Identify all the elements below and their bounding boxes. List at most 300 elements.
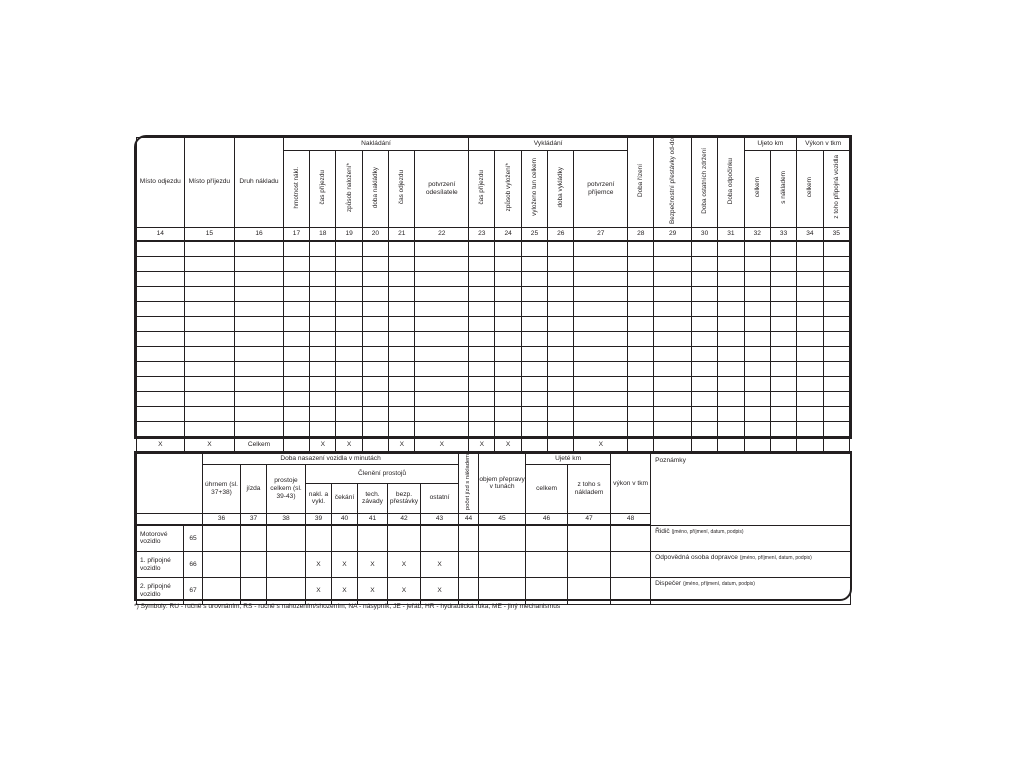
entry-cell[interactable] (362, 271, 388, 286)
entry-cell[interactable] (283, 361, 309, 376)
entry-cell[interactable] (415, 301, 469, 316)
entry-cell[interactable] (548, 241, 574, 257)
entry-cell[interactable] (574, 271, 628, 286)
entry-cell[interactable] (823, 376, 849, 391)
entry-cell[interactable] (823, 391, 849, 406)
entry-cell[interactable] (389, 256, 415, 271)
entry-cell[interactable] (654, 331, 691, 346)
entry-cell[interactable] (235, 256, 284, 271)
entry-cell[interactable] (823, 346, 849, 361)
entry-cell[interactable] (718, 286, 744, 301)
entry-cell[interactable] (521, 331, 547, 346)
entry-cell[interactable] (241, 578, 267, 604)
entry-cell[interactable] (137, 271, 185, 286)
entry-cell[interactable] (654, 346, 691, 361)
entry-cell[interactable] (574, 376, 628, 391)
entry-cell[interactable] (469, 421, 495, 437)
signature-field[interactable] (651, 552, 851, 578)
entry-cell[interactable] (389, 391, 415, 406)
entry-cell[interactable] (235, 271, 284, 286)
entry-cell[interactable] (203, 578, 241, 604)
entry-cell[interactable] (137, 256, 185, 271)
entry-cell[interactable] (568, 552, 611, 578)
entry-cell[interactable] (283, 406, 309, 421)
entry-cell[interactable] (770, 331, 796, 346)
entry-cell[interactable] (691, 331, 717, 346)
entry-cell[interactable] (283, 256, 309, 271)
entry-cell[interactable] (797, 271, 823, 286)
entry-cell[interactable] (744, 391, 770, 406)
entry-cell[interactable] (744, 421, 770, 437)
entry-cell[interactable] (469, 406, 495, 421)
entry-cell[interactable] (574, 331, 628, 346)
entry-cell[interactable] (310, 376, 336, 391)
entry-cell[interactable] (459, 552, 479, 578)
entry-cell[interactable] (389, 346, 415, 361)
entry-cell[interactable] (770, 241, 796, 257)
entry-cell[interactable] (548, 346, 574, 361)
entry-cell[interactable] (235, 286, 284, 301)
entry-cell[interactable] (797, 361, 823, 376)
entry-cell[interactable] (184, 406, 235, 421)
entry-cell[interactable] (770, 346, 796, 361)
entry-cell[interactable] (267, 552, 306, 578)
entry-cell[interactable] (389, 376, 415, 391)
entry-cell[interactable] (628, 376, 654, 391)
entry-cell[interactable] (137, 361, 185, 376)
entry-cell[interactable] (336, 391, 362, 406)
entry-cell[interactable] (389, 301, 415, 316)
entry-cell[interactable] (267, 578, 306, 604)
entry-cell[interactable] (267, 525, 306, 551)
entry-cell[interactable] (823, 406, 849, 421)
entry-cell[interactable] (336, 346, 362, 361)
entry-cell[interactable] (469, 301, 495, 316)
entry-cell[interactable] (241, 552, 267, 578)
entry-cell[interactable] (691, 421, 717, 437)
entry-cell[interactable] (823, 331, 849, 346)
entry-cell[interactable] (310, 406, 336, 421)
entry-cell[interactable] (548, 421, 574, 437)
entry-cell[interactable] (310, 346, 336, 361)
entry-cell[interactable] (310, 391, 336, 406)
entry-cell[interactable] (415, 391, 469, 406)
entry-cell[interactable] (574, 316, 628, 331)
entry-cell[interactable] (203, 525, 241, 551)
entry-cell[interactable] (770, 391, 796, 406)
entry-cell[interactable] (283, 331, 309, 346)
entry-cell[interactable] (184, 256, 235, 271)
entry-cell[interactable] (628, 271, 654, 286)
entry-cell[interactable] (362, 241, 388, 257)
entry-cell[interactable] (469, 271, 495, 286)
entry-cell[interactable] (184, 271, 235, 286)
entry-cell[interactable] (718, 376, 744, 391)
entry-cell[interactable] (628, 391, 654, 406)
entry-cell[interactable] (389, 286, 415, 301)
entry-cell[interactable] (823, 241, 849, 257)
entry-cell[interactable]: X (358, 552, 388, 578)
entry-cell[interactable] (797, 241, 823, 257)
entry-cell[interactable]: X (421, 552, 459, 578)
entry-cell[interactable] (469, 346, 495, 361)
entry-cell[interactable] (310, 316, 336, 331)
entry-cell[interactable] (137, 286, 185, 301)
entry-cell[interactable] (654, 316, 691, 331)
entry-cell[interactable] (548, 391, 574, 406)
entry-cell[interactable] (744, 331, 770, 346)
entry-cell[interactable] (358, 525, 388, 551)
entry-cell[interactable] (495, 241, 521, 257)
entry-cell[interactable] (654, 376, 691, 391)
entry-cell[interactable] (137, 331, 185, 346)
entry-cell[interactable] (495, 361, 521, 376)
entry-cell[interactable] (389, 316, 415, 331)
entry-cell[interactable] (283, 421, 309, 437)
entry-cell[interactable] (770, 376, 796, 391)
entry-cell[interactable]: X (332, 552, 358, 578)
entry-cell[interactable] (336, 361, 362, 376)
entry-cell[interactable] (691, 286, 717, 301)
entry-cell[interactable] (797, 301, 823, 316)
entry-cell[interactable] (654, 256, 691, 271)
entry-cell[interactable] (628, 316, 654, 331)
entry-cell[interactable] (184, 361, 235, 376)
entry-cell[interactable] (469, 361, 495, 376)
entry-cell[interactable] (823, 316, 849, 331)
entry-cell[interactable] (336, 301, 362, 316)
entry-cell[interactable] (495, 271, 521, 286)
entry-cell[interactable] (744, 361, 770, 376)
entry-cell[interactable] (718, 361, 744, 376)
entry-cell[interactable] (628, 241, 654, 257)
entry-cell[interactable] (415, 361, 469, 376)
entry-cell[interactable] (469, 241, 495, 257)
entry-cell[interactable] (744, 286, 770, 301)
entry-cell[interactable] (184, 331, 235, 346)
entry-cell[interactable] (521, 316, 547, 331)
entry-cell[interactable] (654, 286, 691, 301)
entry-cell[interactable] (574, 361, 628, 376)
entry-cell[interactable] (691, 316, 717, 331)
entry-cell[interactable] (283, 391, 309, 406)
entry-cell[interactable] (283, 271, 309, 286)
entry-cell[interactable] (548, 361, 574, 376)
entry-cell[interactable] (241, 525, 267, 551)
entry-cell[interactable] (415, 376, 469, 391)
entry-cell[interactable] (521, 241, 547, 257)
entry-cell[interactable] (495, 346, 521, 361)
entry-cell[interactable] (691, 301, 717, 316)
entry-cell[interactable] (310, 286, 336, 301)
entry-cell[interactable] (362, 346, 388, 361)
entry-cell[interactable] (495, 301, 521, 316)
entry-cell[interactable] (521, 391, 547, 406)
entry-cell[interactable] (744, 301, 770, 316)
entry-cell[interactable] (137, 406, 185, 421)
entry-cell[interactable] (479, 578, 526, 604)
entry-cell[interactable]: X (388, 552, 421, 578)
entry-cell[interactable] (336, 286, 362, 301)
entry-cell[interactable] (137, 421, 185, 437)
entry-cell[interactable] (770, 301, 796, 316)
entry-cell[interactable] (654, 391, 691, 406)
entry-cell[interactable] (611, 525, 651, 551)
entry-cell[interactable] (459, 525, 479, 551)
entry-cell[interactable] (548, 256, 574, 271)
entry-cell[interactable] (574, 301, 628, 316)
entry-cell[interactable] (389, 241, 415, 257)
entry-cell[interactable] (611, 578, 651, 604)
entry-cell[interactable] (628, 361, 654, 376)
entry-cell[interactable] (548, 376, 574, 391)
entry-cell[interactable] (235, 421, 284, 437)
entry-cell[interactable] (469, 391, 495, 406)
entry-cell[interactable] (526, 578, 568, 604)
entry-cell[interactable] (797, 346, 823, 361)
entry-cell[interactable] (521, 421, 547, 437)
notes-area[interactable] (651, 454, 851, 526)
entry-cell[interactable]: X (306, 578, 332, 604)
entry-cell[interactable] (362, 301, 388, 316)
entry-cell[interactable] (283, 301, 309, 316)
entry-cell[interactable] (362, 256, 388, 271)
entry-cell[interactable] (310, 421, 336, 437)
entry-cell[interactable] (548, 271, 574, 286)
entry-cell[interactable] (628, 256, 654, 271)
entry-cell[interactable] (469, 286, 495, 301)
entry-cell[interactable] (574, 241, 628, 257)
entry-cell[interactable] (574, 391, 628, 406)
entry-cell[interactable] (628, 331, 654, 346)
entry-cell[interactable] (526, 525, 568, 551)
entry-cell[interactable] (235, 241, 284, 257)
entry-cell[interactable] (362, 331, 388, 346)
entry-cell[interactable] (574, 421, 628, 437)
entry-cell[interactable] (362, 421, 388, 437)
entry-cell[interactable] (495, 286, 521, 301)
entry-cell[interactable] (459, 578, 479, 604)
entry-cell[interactable] (770, 316, 796, 331)
entry-cell[interactable] (389, 406, 415, 421)
entry-cell[interactable] (568, 578, 611, 604)
entry-cell[interactable] (797, 256, 823, 271)
entry-cell[interactable] (336, 406, 362, 421)
entry-cell[interactable]: X (358, 578, 388, 604)
entry-cell[interactable] (548, 316, 574, 331)
entry-cell[interactable] (469, 331, 495, 346)
entry-cell[interactable] (521, 256, 547, 271)
entry-cell[interactable] (283, 316, 309, 331)
entry-cell[interactable] (310, 256, 336, 271)
entry-cell[interactable] (823, 271, 849, 286)
entry-cell[interactable] (332, 525, 358, 551)
entry-cell[interactable] (235, 406, 284, 421)
entry-cell[interactable] (691, 346, 717, 361)
entry-cell[interactable] (184, 391, 235, 406)
entry-cell[interactable] (548, 331, 574, 346)
entry-cell[interactable] (479, 525, 526, 551)
entry-cell[interactable] (521, 286, 547, 301)
entry-cell[interactable] (548, 406, 574, 421)
entry-cell[interactable] (469, 376, 495, 391)
entry-cell[interactable] (797, 316, 823, 331)
entry-cell[interactable] (362, 361, 388, 376)
entry-cell[interactable] (691, 241, 717, 257)
entry-cell[interactable] (235, 331, 284, 346)
entry-cell[interactable] (336, 256, 362, 271)
entry-cell[interactable] (336, 421, 362, 437)
entry-cell[interactable] (184, 286, 235, 301)
entry-cell[interactable] (495, 256, 521, 271)
entry-cell[interactable] (235, 391, 284, 406)
entry-cell[interactable] (744, 406, 770, 421)
entry-cell[interactable] (362, 316, 388, 331)
entry-cell[interactable] (691, 391, 717, 406)
entry-cell[interactable] (574, 406, 628, 421)
entry-cell[interactable] (415, 331, 469, 346)
entry-cell[interactable] (235, 361, 284, 376)
entry-cell[interactable] (415, 346, 469, 361)
entry-cell[interactable] (691, 271, 717, 286)
entry-cell[interactable] (568, 525, 611, 551)
entry-cell[interactable] (362, 406, 388, 421)
entry-cell[interactable] (495, 406, 521, 421)
entry-cell[interactable] (718, 301, 744, 316)
entry-cell[interactable] (797, 376, 823, 391)
entry-cell[interactable] (283, 241, 309, 257)
entry-cell[interactable] (526, 552, 568, 578)
entry-cell[interactable] (718, 331, 744, 346)
entry-cell[interactable] (770, 421, 796, 437)
entry-cell[interactable] (389, 271, 415, 286)
entry-cell[interactable] (184, 301, 235, 316)
entry-cell[interactable] (137, 376, 185, 391)
entry-cell[interactable] (718, 346, 744, 361)
entry-cell[interactable] (235, 316, 284, 331)
entry-cell[interactable] (336, 376, 362, 391)
entry-cell[interactable] (718, 271, 744, 286)
entry-cell[interactable] (744, 256, 770, 271)
entry-cell[interactable] (628, 346, 654, 361)
entry-cell[interactable] (137, 301, 185, 316)
entry-cell[interactable] (469, 316, 495, 331)
entry-cell[interactable] (654, 361, 691, 376)
entry-cell[interactable] (521, 301, 547, 316)
entry-cell[interactable] (744, 316, 770, 331)
entry-cell[interactable] (718, 406, 744, 421)
entry-cell[interactable] (797, 421, 823, 437)
entry-cell[interactable] (495, 316, 521, 331)
entry-cell[interactable] (415, 421, 469, 437)
entry-cell[interactable] (718, 316, 744, 331)
entry-cell[interactable] (691, 406, 717, 421)
entry-cell[interactable] (770, 361, 796, 376)
entry-cell[interactable] (691, 361, 717, 376)
entry-cell[interactable] (469, 256, 495, 271)
entry-cell[interactable] (336, 331, 362, 346)
entry-cell[interactable] (415, 256, 469, 271)
entry-cell[interactable] (770, 271, 796, 286)
entry-cell[interactable] (521, 346, 547, 361)
entry-cell[interactable] (654, 301, 691, 316)
entry-cell[interactable] (823, 361, 849, 376)
entry-cell[interactable] (415, 406, 469, 421)
entry-cell[interactable] (310, 331, 336, 346)
entry-cell[interactable] (310, 301, 336, 316)
entry-cell[interactable] (362, 391, 388, 406)
entry-cell[interactable] (823, 286, 849, 301)
entry-cell[interactable] (415, 316, 469, 331)
entry-cell[interactable] (574, 256, 628, 271)
entry-cell[interactable] (184, 346, 235, 361)
entry-cell[interactable] (628, 301, 654, 316)
entry-cell[interactable] (495, 376, 521, 391)
entry-cell[interactable] (389, 361, 415, 376)
entry-cell[interactable] (823, 301, 849, 316)
entry-cell[interactable] (823, 256, 849, 271)
entry-cell[interactable] (415, 286, 469, 301)
entry-cell[interactable]: X (388, 578, 421, 604)
entry-cell[interactable] (137, 346, 185, 361)
entry-cell[interactable]: X (421, 578, 459, 604)
entry-cell[interactable] (388, 525, 421, 551)
entry-cell[interactable] (306, 525, 332, 551)
entry-cell[interactable] (770, 256, 796, 271)
entry-cell[interactable] (389, 421, 415, 437)
entry-cell[interactable] (628, 406, 654, 421)
entry-cell[interactable] (654, 406, 691, 421)
entry-cell[interactable]: X (306, 552, 332, 578)
signature-field[interactable] (651, 525, 851, 551)
entry-cell[interactable] (184, 376, 235, 391)
entry-cell[interactable] (823, 421, 849, 437)
entry-cell[interactable] (415, 271, 469, 286)
entry-cell[interactable] (137, 391, 185, 406)
entry-cell[interactable] (137, 316, 185, 331)
entry-cell[interactable] (654, 241, 691, 257)
entry-cell[interactable] (654, 421, 691, 437)
entry-cell[interactable] (310, 241, 336, 257)
entry-cell[interactable]: X (332, 578, 358, 604)
entry-cell[interactable] (137, 241, 185, 257)
entry-cell[interactable] (389, 331, 415, 346)
entry-cell[interactable] (235, 301, 284, 316)
entry-cell[interactable] (336, 316, 362, 331)
entry-cell[interactable] (235, 376, 284, 391)
entry-cell[interactable] (283, 286, 309, 301)
signature-field[interactable] (651, 578, 851, 604)
entry-cell[interactable] (283, 346, 309, 361)
entry-cell[interactable] (184, 241, 235, 257)
entry-cell[interactable] (362, 286, 388, 301)
entry-cell[interactable] (421, 525, 459, 551)
entry-cell[interactable] (521, 376, 547, 391)
entry-cell[interactable] (770, 406, 796, 421)
entry-cell[interactable] (718, 256, 744, 271)
entry-cell[interactable] (744, 376, 770, 391)
entry-cell[interactable] (574, 286, 628, 301)
entry-cell[interactable] (203, 552, 241, 578)
entry-cell[interactable] (495, 391, 521, 406)
entry-cell[interactable] (691, 376, 717, 391)
entry-cell[interactable] (628, 286, 654, 301)
entry-cell[interactable] (574, 346, 628, 361)
entry-cell[interactable] (718, 391, 744, 406)
entry-cell[interactable] (770, 286, 796, 301)
entry-cell[interactable] (744, 346, 770, 361)
entry-cell[interactable] (495, 331, 521, 346)
